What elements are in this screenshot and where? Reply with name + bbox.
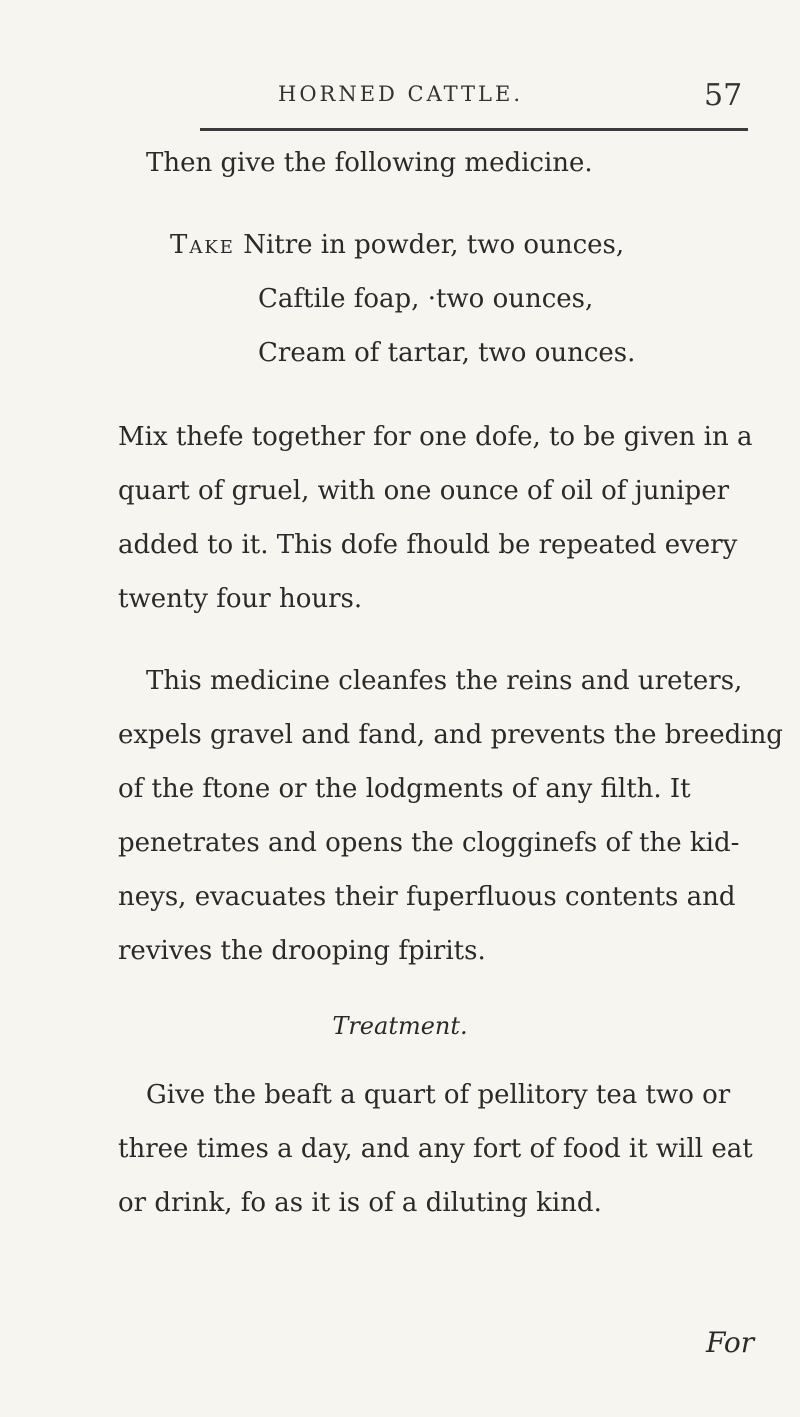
take-word: Take [170, 230, 235, 260]
page-number: 57 [704, 78, 743, 113]
recipe-item: Cream of tartar, two ounces. [258, 338, 636, 368]
section-heading: Treatment. [332, 1012, 468, 1040]
running-head [0, 78, 800, 122]
recipe-line-1 [170, 232, 624, 258]
paragraph-line: neys, evacuates their fuperfluous contents and [118, 882, 736, 912]
paragraph-line: penetrates and opens the clogginefs of the kid- [118, 828, 740, 858]
paragraph-line: or drink, fo as it is of a diluting kind. [118, 1188, 602, 1218]
intro-line: Then give the following medicine. [146, 148, 593, 178]
recipe-item: Nitre in powder, two ounces, [243, 230, 625, 260]
paragraph-line: Give the beaft a quart of pellitory tea two or [146, 1080, 731, 1110]
paragraph-line: added to it. This dofe fhould be repeated every [118, 530, 738, 560]
header-rule [200, 128, 748, 131]
paragraph-line: revives the drooping fpirits. [118, 936, 486, 966]
paragraph-line: twenty four hours. [118, 584, 363, 614]
paragraph-line: of the ftone or the lodgments of any filth. It [118, 774, 691, 804]
recipe-item: Caftile foap, ·two ounces, [258, 284, 594, 314]
paragraph-line: three times a day, and any fort of food it will eat [118, 1134, 753, 1164]
paragraph-line: This medicine cleanfes the reins and ureters, [146, 666, 743, 696]
running-head-title: HORNED CATTLE. [278, 82, 523, 106]
paragraph-line: expels gravel and fand, and prevents the breeding [118, 720, 783, 750]
paragraph-line: quart of gruel, with one ounce of oil of juniper [118, 476, 730, 506]
paragraph-line: Mix thefe together for one dofe, to be given in a [118, 422, 753, 452]
catchword: For [706, 1326, 755, 1359]
